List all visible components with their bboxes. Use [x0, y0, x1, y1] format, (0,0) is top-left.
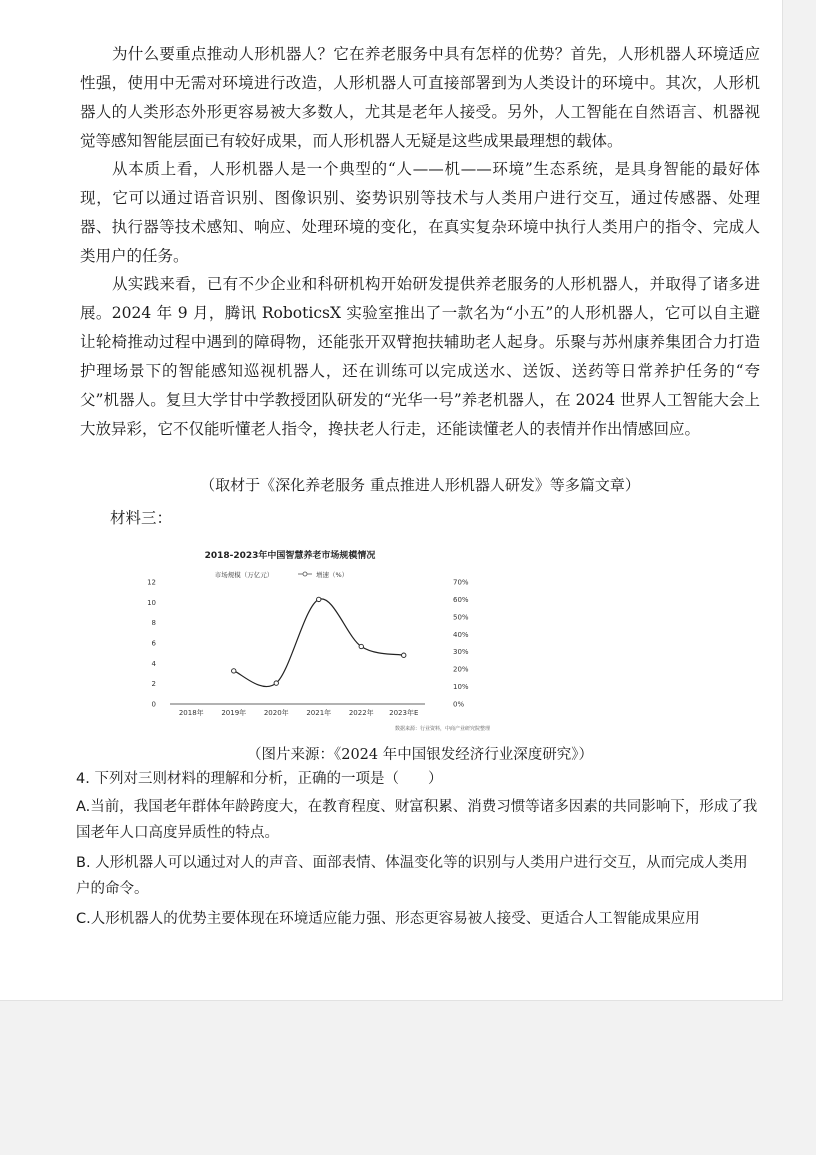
material-label: 材料三： — [110, 509, 173, 527]
question-stem: 4. 下列对三则材料的理解和分析，正确的一项是（ ） — [76, 771, 443, 787]
paragraph-essence: 从本质上看，人形机器人是一个典型的“人——机——环境”生态系统，是具身智能的最好体现，它可以通过语音识别、图像识别、姿势识别等技术与人类用户进行交互，通过传感器、处理器、执行器等技术感知、响应、处理环境的变化，在真实复杂环境中执行人类用户的指令、完成人类用户的任务。 — [80, 160, 760, 265]
x-tick-label: 2019年 — [221, 709, 247, 717]
growth-rate-line — [234, 599, 404, 687]
x-tick-label: 2020年 — [263, 709, 289, 717]
x-tick-label: 2021年 — [306, 709, 332, 717]
left-tick-label: 4 — [151, 659, 156, 668]
left-tick-label: 0 — [151, 700, 156, 709]
right-tick-label: 40% — [453, 630, 469, 639]
right-tick-label: 10% — [453, 683, 469, 692]
legend-market-size: 市场规模（万亿元） — [214, 571, 274, 579]
x-tick-label: 2018年 — [178, 709, 204, 717]
right-tick-label: 70% — [453, 578, 469, 587]
right-tick-label: 20% — [453, 665, 469, 674]
figure-source: （图片来源：《2024 年中国银发经济行业深度研究》） — [246, 747, 593, 763]
chart-data-note: 数据来源：行业资料，中商产业研究院整理 — [394, 726, 490, 732]
growth-rate-point — [359, 644, 363, 648]
legend-growth-rate: 增速（%） — [316, 571, 349, 579]
right-tick-label: 0% — [453, 700, 465, 709]
x-tick-label: 2023年E — [389, 709, 419, 717]
option-b[interactable]: B. 人形机器人可以通过对人的声音、面部表情、体温变化等的识别与人类用户进行交互，从而完成人类用户的命令。 — [76, 855, 748, 897]
source-note: （取材于《深化养老服务 重点推进人形机器人研发》等多篇文章） — [200, 476, 640, 494]
paragraph-advantages: 为什么要重点推动人形机器人？它在养老服务中具有怎样的优势？首先，人形机器人环境适应性强，使用中无需对环境进行改造，人形机器人可直接部署到为人类设计的环境中。其次，人形机器人的人类形态外形更容易被大多数人，尤其是老年人接受。另外，人工智能在自然语言、机器视觉等感知智能层面已有较好成果，而人形机器人无疑是这些成果最理想的载体。 — [80, 45, 760, 150]
growth-rate-point — [232, 669, 236, 673]
legend-growth-marker — [303, 572, 307, 576]
option-c[interactable]: C.人形机器人的优势主要体现在环境适应能力强、形态更容易被人接受、更适合人工智能成果应用 — [76, 911, 700, 927]
right-tick-label: 60% — [453, 595, 469, 604]
option-a[interactable]: A.当前，我国老年群体年龄跨度大，在教育程度、财富积累、消费习惯等诸多因素的共同影响下，形成了我国老年人口高度异质性的特点。 — [76, 799, 758, 841]
left-tick-label: 2 — [151, 680, 156, 689]
left-tick-label: 12 — [147, 578, 156, 587]
growth-rate-point — [402, 653, 406, 657]
growth-rate-point — [317, 597, 321, 601]
growth-rate-point — [274, 681, 278, 685]
left-tick-label: 10 — [147, 598, 156, 607]
paragraph-practice: 从实践来看，已有不少企业和科研机构开始研发提供养老服务的人形机器人，并取得了诸多进展。2024 年 9 月，腾讯 RoboticsX 实验室推出了一款名为“小五”的人形机器人，它可以自主避让轮椅推动过程中遇到的障碍物，还能张开双臂抱扶辅助老人起身。乐聚与苏州康养集团合力打造护理场景下的智能感知巡视机器人，还在训练可以完成送水、送饭、送药等日常养护任务的“夸父”机器人。复旦大学甘中学教授团队研发的“光华一号”养老机器人，在 2024 世界人工智能大会上大放异彩，它不仅能听懂老人指令，搀扶老人行走，还能读懂老人的表情并作出情感回应。 — [80, 275, 760, 438]
left-tick-label: 6 — [151, 639, 156, 648]
chart-title: 2018-2023年中国智慧养老市场规模情况 — [204, 551, 376, 561]
chart-svg — [140, 540, 500, 740]
right-tick-label: 30% — [453, 648, 469, 657]
x-tick-label: 2022年 — [348, 709, 374, 717]
left-tick-label: 8 — [151, 619, 156, 628]
chart-axes — [147, 579, 469, 718]
chart-marks — [232, 597, 406, 686]
market-chart — [140, 540, 500, 740]
right-tick-label: 50% — [453, 613, 469, 622]
